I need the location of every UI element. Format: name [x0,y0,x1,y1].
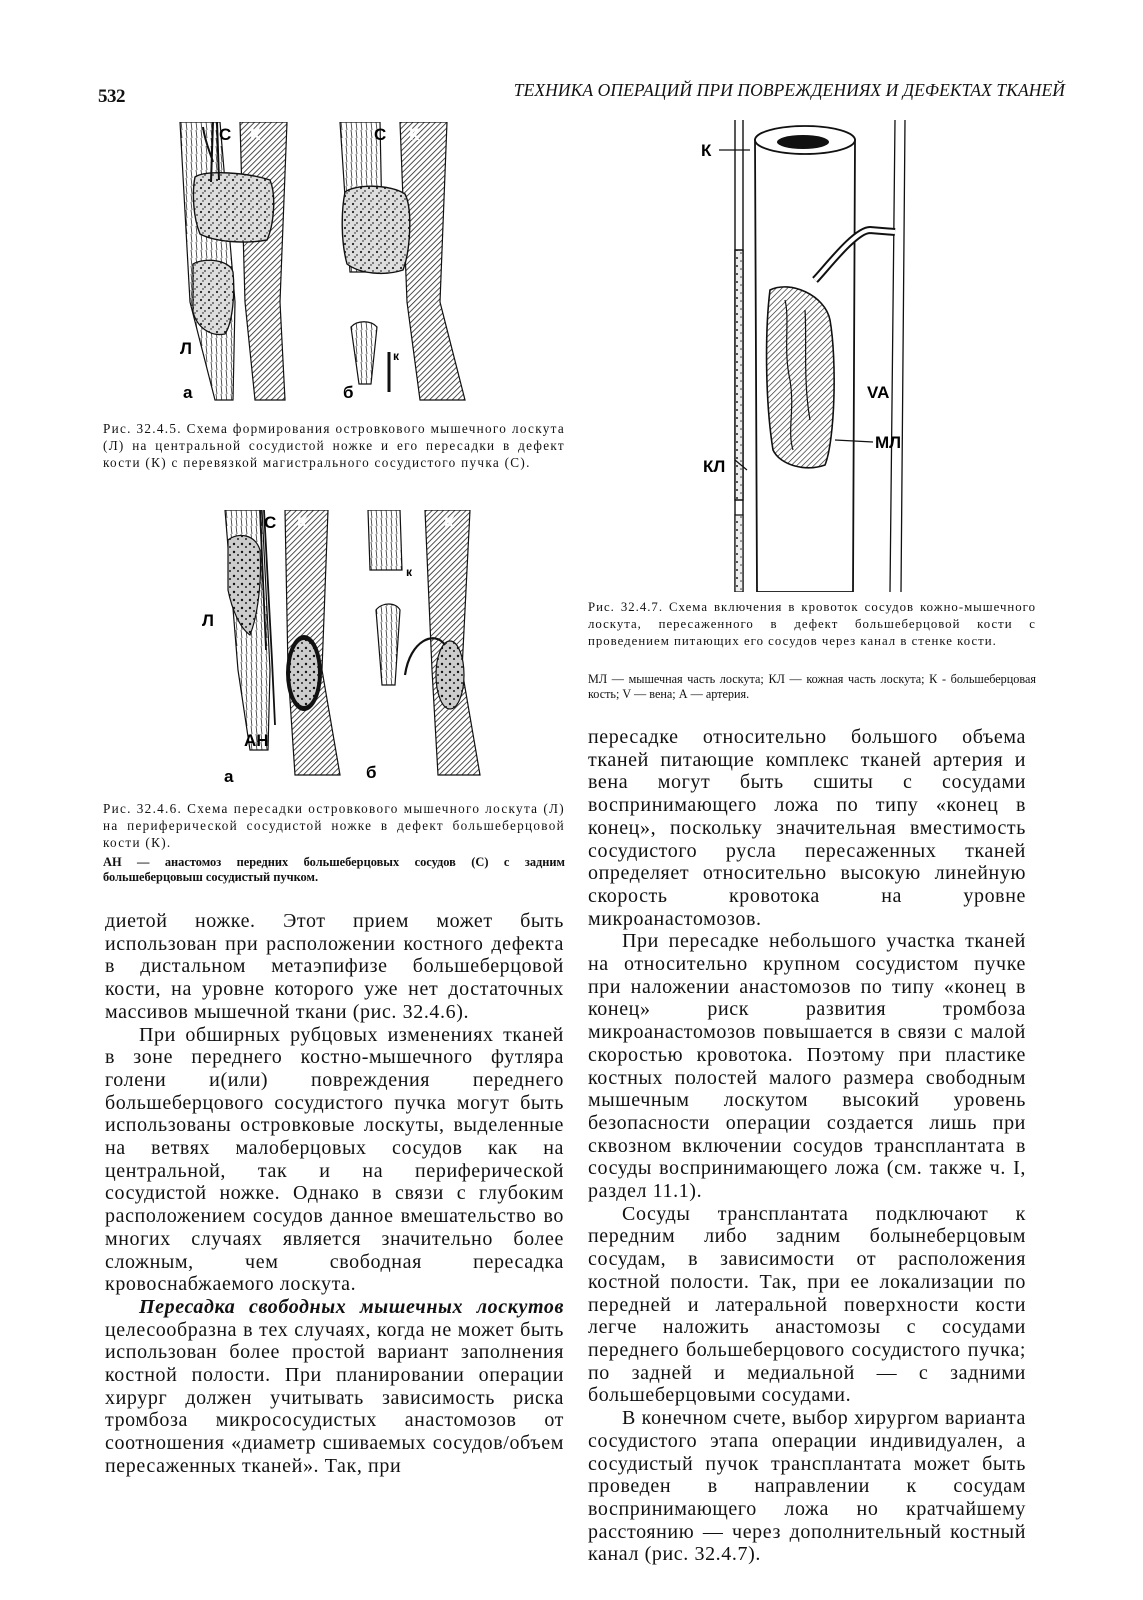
right-paragraph-2: При пересадке небольшого участка тканей на относительно крупном сосудистом пучке при наложении анастомозов по типу «конец в конец» риск развития тромбоза микроанастомозов повышается в связи с малой скоростью кровотока. Поэтому при пластике костных полостей малого размера свободным мышечным лоскутом высокий уровень безопасности операции создается лишь при сквозном включении сосудов трансплантата в сосуды воспринимающего ложа (см. также ч. I, раздел 11.1). [588,930,1026,1203]
fig5-label-b: б [343,383,354,402]
fig5-label-k3: к [393,349,400,363]
figure-32-4-6-legend: АН — анастомоз передних большеберцовых сосудов (С) с задним большеберцовыш сосудистый пучком. [103,855,565,884]
page-number: 532 [98,86,125,107]
figure-32-4-5-illustration [175,122,515,412]
fig6-label-b: б [366,763,377,782]
right-column-text [588,726,1026,1566]
left-column-text [105,910,564,1478]
fig6-label-k3: к [406,565,413,579]
fig6-label-k: К [297,513,308,532]
left-paragraph-3-body: целесообразна в тех случаях, когда не может быть использован более простой вариант заполнения костной полости. При планировании операции хирург должен учитывать зависимость риска тромбоза микрососудистых анастомозов от соотношения «диаметр сшиваемых сосудов/объем пересаженных тканей». Так, при [105,1318,564,1477]
fig7-label-va: VA [867,383,890,402]
running-title: ТЕХНИКА ОПЕРАЦИЙ ПРИ ПОВРЕЖДЕНИЯХ И ДЕФЕКТАХ ТКАНЕЙ [513,80,1065,100]
left-paragraph-1: диетой ножке. Этот прием может быть использован при расположении костного дефекта в дистальном метаэпифизе большеберцовой кости, на уровне которого уже нет достаточных массивов мышечной ткани (рис. 32.4.6). [105,910,564,1023]
fig7-label-ml: МЛ [875,433,902,452]
fig7-label-k: К [701,141,712,160]
fig6-label-k2: К [444,513,455,532]
right-paragraph-3: Сосуды трансплантата подключают к передним либо задним болынеберцовым сосудам, в зависимости от расположения костной полости. Так, при ее локализации по передней и латеральной поверхности кости легче наложить анастомозы с сосудами переднего большеберцового сосудистого пучка; по задней и медиальной — с задними большеберцовыми сосудами. [588,1202,1026,1407]
fig5-label-k2: К [409,125,420,144]
figure-32-4-7-caption: Рис. 32.4.7. Схема включения в кровоток сосудов кожно-мышечного лоскута, пересаженного в дефект большеберцовой кости с проведением питающих его сосудов через канал в стенке кости. [588,600,1036,648]
left-paragraph-3 [105,1296,564,1478]
figure-32-4-6-caption: Рис. 32.4.6. Схема пересадки островкового мышечного лоскута (Л) на периферической сосудистой ножке в дефект большеберцовой кости (К). [103,801,565,850]
fig6-label-c: С [264,513,277,532]
fig6-label-l: Л [202,611,214,630]
fig5-label-k: К [250,125,261,144]
fig5-label-c: С [219,125,232,144]
right-paragraph-1: пересадке относительно большого объема тканей питающие комплекс тканей артерия и вена могут быть сшиты с сосудами воспринимающего ложа по типу «конец в конец», поскольку значительная вместимость сосудистого русла пересаженных тканей определяет относительно высокую линейную скорость кровотока на уровне микроанастомозов. [588,726,1026,930]
right-paragraph-4: В конечном счете, выбор хирургом варианта сосудистого этапа операции индивидуален, а сосудистый пучок трансплантата может быть проведен в направлении к сосудам воспринимающего ложа но кратчайшему расстоянию — через дополнительный костный канал (рис. 32.4.7). [588,1407,1026,1566]
fig6-label-a: а [224,767,234,786]
figure-32-4-5-caption: Рис. 32.4.5. Схема формирования островкового мышечного лоскута (Л) на центральной сосудистой ножке и его пересадки в дефект кости (К) с перевязкой магистрального сосудистого пучка (С). [103,421,565,470]
left-paragraph-3-lead: Пересадка свободных мышечных лоскутов [139,1295,564,1318]
figure-32-4-7-illustration [695,120,1025,592]
figure-32-4-7-legend: МЛ — мышечная часть лоскута; КЛ — кожная часть лоскута; К - большеберцовая кость; V — вена; А — артерия. [588,672,1036,701]
fig7-label-kl: КЛ [703,457,726,476]
fig5-label-a: а [183,383,193,402]
left-paragraph-2: При обширных рубцовых изменениях тканей в зоне переднего костно-мышечного футляра голени и(или) повреждения переднего большеберцового сосудистого пучка могут быть использованы островковые лоскуты, выделенные на ветвях малоберцовых сосудов как на центральной, так и на периферической сосудистой ножке. Однако в связи с глубоким расположением сосудов данное вмешательство во многих случаях является значительно более сложным, чем свободная пересадка кровоснабжаемого лоскута. [105,1023,564,1296]
fig5-label-c2: С [374,125,387,144]
fig6-label-an: АН [244,731,269,750]
fig5-label-l: Л [180,339,192,358]
figure-32-4-6-illustration [200,510,490,788]
